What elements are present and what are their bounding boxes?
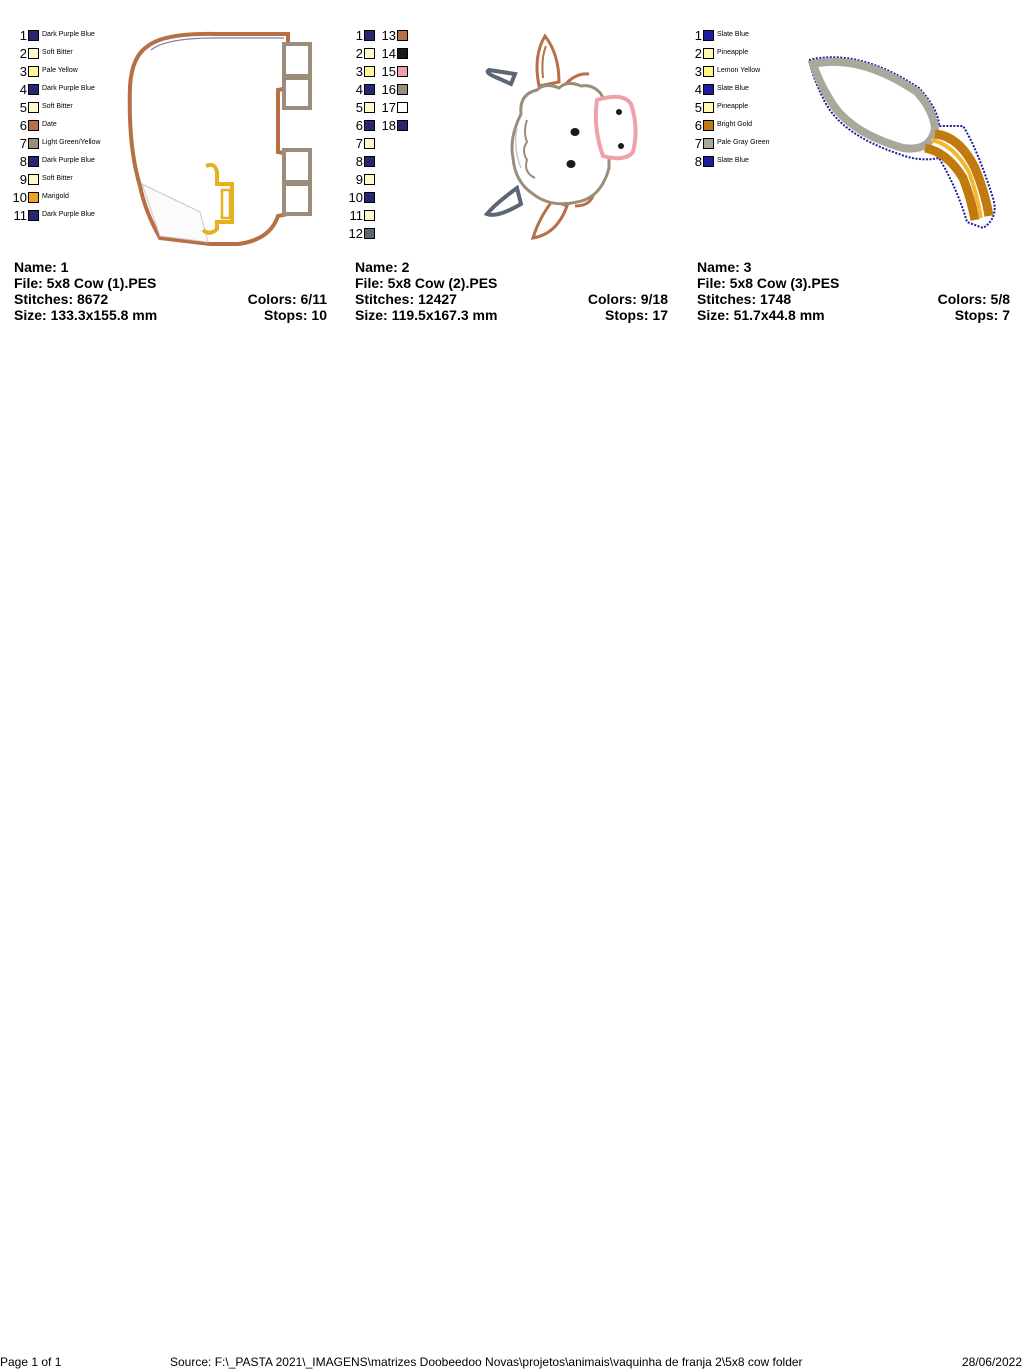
design-info bbox=[697, 259, 1010, 323]
color-name: Dark Purple Blue bbox=[42, 85, 95, 92]
color-number: 13 bbox=[381, 27, 396, 43]
color-number: 4 bbox=[355, 81, 363, 97]
color-swatch bbox=[364, 192, 375, 203]
color-list bbox=[8, 26, 101, 224]
color-number: 5 bbox=[694, 99, 702, 115]
print-date: 28/06/2022 bbox=[961, 1355, 1022, 1369]
color-swatch bbox=[703, 102, 714, 113]
color-name: Pale Gray Green bbox=[717, 139, 770, 146]
design-size: Size: 119.5x167.3 mm bbox=[355, 307, 498, 323]
design-info bbox=[14, 259, 327, 323]
color-swatch bbox=[364, 138, 375, 149]
color-swatch bbox=[397, 48, 408, 59]
color-swatch bbox=[364, 66, 375, 77]
color-number: 11 bbox=[349, 207, 363, 223]
color-list-item bbox=[683, 152, 770, 170]
color-swatch bbox=[397, 120, 408, 131]
design-size: Size: 133.3x155.8 mm bbox=[14, 307, 158, 323]
color-list-item bbox=[8, 44, 101, 62]
color-number: 3 bbox=[694, 63, 702, 79]
color-swatch bbox=[364, 84, 375, 95]
color-list-item bbox=[345, 98, 378, 116]
color-list-item bbox=[345, 26, 378, 44]
color-list-item bbox=[8, 26, 101, 44]
color-list-item bbox=[683, 44, 770, 62]
color-name: Soft Bitter bbox=[42, 49, 73, 56]
color-swatch bbox=[397, 84, 408, 95]
color-swatch bbox=[28, 174, 39, 185]
page-number: Page 1 of 1 bbox=[0, 1355, 62, 1369]
design-3 bbox=[683, 0, 1024, 330]
color-number: 15 bbox=[381, 63, 396, 79]
design-1 bbox=[0, 0, 341, 330]
color-number: 17 bbox=[381, 99, 396, 115]
color-list-item bbox=[8, 116, 101, 134]
color-name: Pineapple bbox=[717, 49, 749, 56]
color-number: 10 bbox=[12, 189, 27, 205]
color-swatch bbox=[364, 102, 375, 113]
color-list-item bbox=[683, 98, 770, 116]
color-number: 5 bbox=[355, 99, 363, 115]
source-path: Source: F:\_PASTA 2021\_IMAGENS\matrizes Doobeedoo Novas\projetos\animais\vaquinha de franja 2\5x8 cow folder bbox=[170, 1355, 803, 1369]
color-list-item bbox=[345, 206, 378, 224]
color-number: 6 bbox=[694, 117, 702, 133]
color-list-item bbox=[345, 116, 378, 134]
color-number: 3 bbox=[19, 63, 27, 79]
design-file: File: 5x8 Cow (3).PES bbox=[697, 275, 840, 291]
color-list-item bbox=[8, 188, 101, 206]
color-list-item bbox=[378, 116, 411, 134]
color-number: 18 bbox=[381, 117, 396, 133]
design-stops: Stops: 10 bbox=[263, 307, 327, 323]
color-number: 9 bbox=[355, 171, 363, 187]
color-number: 9 bbox=[19, 171, 27, 187]
design-info bbox=[355, 259, 668, 323]
color-name: Marigold bbox=[42, 193, 69, 200]
color-swatch bbox=[28, 84, 39, 95]
color-number: 8 bbox=[694, 153, 702, 169]
color-swatch bbox=[364, 156, 375, 167]
color-list-item bbox=[345, 44, 378, 62]
color-list-item bbox=[345, 62, 378, 80]
color-list-item bbox=[345, 152, 378, 170]
color-number: 7 bbox=[19, 135, 27, 151]
color-list-item bbox=[345, 134, 378, 152]
color-swatch bbox=[364, 174, 375, 185]
color-number: 6 bbox=[355, 117, 363, 133]
design-name: Name: 3 bbox=[697, 259, 752, 275]
color-name: Light Green/Yellow bbox=[42, 139, 101, 146]
color-list-item bbox=[683, 26, 770, 44]
color-number: 2 bbox=[355, 45, 363, 61]
color-list-item bbox=[345, 80, 378, 98]
color-list bbox=[683, 26, 770, 170]
color-name: Slate Blue bbox=[717, 31, 749, 38]
color-swatch bbox=[364, 120, 375, 131]
color-list-item bbox=[345, 170, 378, 188]
color-swatch bbox=[703, 120, 714, 131]
color-list-item bbox=[345, 188, 378, 206]
color-list-item bbox=[8, 134, 101, 152]
color-list-item bbox=[378, 44, 411, 62]
design-colors: Colors: 9/18 bbox=[587, 291, 668, 307]
color-number: 4 bbox=[19, 81, 27, 97]
color-swatch bbox=[28, 156, 39, 167]
color-list-item bbox=[8, 80, 101, 98]
color-swatch bbox=[28, 66, 39, 77]
color-number: 7 bbox=[355, 135, 363, 151]
color-number: 5 bbox=[19, 99, 27, 115]
color-number: 1 bbox=[355, 27, 363, 43]
color-swatch bbox=[703, 138, 714, 149]
color-swatch bbox=[28, 30, 39, 41]
color-list-item bbox=[8, 152, 101, 170]
color-number: 12 bbox=[348, 225, 363, 241]
color-swatch bbox=[703, 30, 714, 41]
design-name: Name: 2 bbox=[355, 259, 410, 275]
color-list-item bbox=[378, 98, 411, 116]
color-list-item bbox=[378, 80, 411, 98]
color-name: Slate Blue bbox=[717, 85, 749, 92]
color-number: 14 bbox=[381, 45, 396, 61]
color-number: 16 bbox=[381, 81, 396, 97]
color-number: 2 bbox=[19, 45, 27, 61]
color-list-item bbox=[8, 98, 101, 116]
design-file: File: 5x8 Cow (2).PES bbox=[355, 275, 498, 291]
color-name: Dark Purple Blue bbox=[42, 157, 95, 164]
color-swatch bbox=[397, 30, 408, 41]
color-name: Soft Bitter bbox=[42, 103, 73, 110]
page-footer bbox=[0, 1354, 1024, 1370]
design-colors: Colors: 6/11 bbox=[247, 291, 327, 307]
color-list-item bbox=[683, 62, 770, 80]
color-number: 7 bbox=[694, 135, 702, 151]
color-swatch bbox=[28, 102, 39, 113]
color-list-item bbox=[8, 206, 101, 224]
color-swatch bbox=[28, 192, 39, 203]
color-swatch bbox=[28, 120, 39, 131]
design-colors: Colors: 5/8 bbox=[937, 291, 1010, 307]
color-swatch bbox=[364, 30, 375, 41]
color-list-item bbox=[8, 170, 101, 188]
color-swatch bbox=[364, 228, 375, 239]
color-name: Bright Gold bbox=[717, 121, 753, 128]
design-stops: Stops: 7 bbox=[954, 307, 1010, 323]
design-size: Size: 51.7x44.8 mm bbox=[697, 307, 825, 323]
color-number: 4 bbox=[694, 81, 702, 97]
color-list-item bbox=[683, 80, 770, 98]
color-list-item bbox=[683, 134, 770, 152]
color-list-item bbox=[378, 26, 411, 44]
color-swatch bbox=[703, 66, 714, 77]
design-1-preview bbox=[120, 26, 320, 251]
color-number: 8 bbox=[19, 153, 27, 169]
color-list-item bbox=[8, 62, 101, 80]
color-name: Date bbox=[42, 121, 57, 128]
design-stitches: Stitches: 1748 bbox=[697, 291, 792, 307]
color-swatch bbox=[703, 84, 714, 95]
design-stops: Stops: 17 bbox=[604, 307, 668, 323]
color-list-item bbox=[345, 224, 378, 242]
design-2 bbox=[341, 0, 682, 330]
design-name: Name: 1 bbox=[14, 259, 69, 275]
design-2-preview bbox=[481, 28, 646, 250]
color-name: Dark Purple Blue bbox=[42, 211, 95, 218]
color-name: Pineapple bbox=[717, 103, 749, 110]
color-number: 2 bbox=[694, 45, 702, 61]
color-list-item bbox=[683, 116, 770, 134]
color-swatch bbox=[364, 48, 375, 59]
color-swatch bbox=[703, 48, 714, 59]
design-3-preview bbox=[799, 48, 1009, 233]
color-number: 3 bbox=[355, 63, 363, 79]
design-stitches: Stitches: 8672 bbox=[14, 291, 109, 307]
color-swatch bbox=[364, 210, 375, 221]
color-name: Lemon Yellow bbox=[717, 67, 761, 74]
color-number: 10 bbox=[348, 189, 363, 205]
color-number: 1 bbox=[19, 27, 27, 43]
color-list bbox=[345, 26, 411, 242]
design-file: File: 5x8 Cow (1).PES bbox=[14, 275, 157, 291]
color-swatch bbox=[28, 48, 39, 59]
color-name: Slate Blue bbox=[717, 157, 749, 164]
design-stitches: Stitches: 12427 bbox=[355, 291, 457, 307]
color-number: 11 bbox=[13, 207, 27, 223]
color-name: Soft Bitter bbox=[42, 175, 73, 182]
color-swatch bbox=[397, 66, 408, 77]
color-list-item bbox=[378, 62, 411, 80]
color-swatch bbox=[28, 210, 39, 221]
color-number: 1 bbox=[694, 27, 702, 43]
color-number: 6 bbox=[19, 117, 27, 133]
color-swatch bbox=[703, 156, 714, 167]
color-name: Pale Yellow bbox=[42, 67, 78, 74]
color-swatch bbox=[397, 102, 408, 113]
color-name: Dark Purple Blue bbox=[42, 31, 95, 38]
color-swatch bbox=[28, 138, 39, 149]
color-number: 8 bbox=[355, 153, 363, 169]
